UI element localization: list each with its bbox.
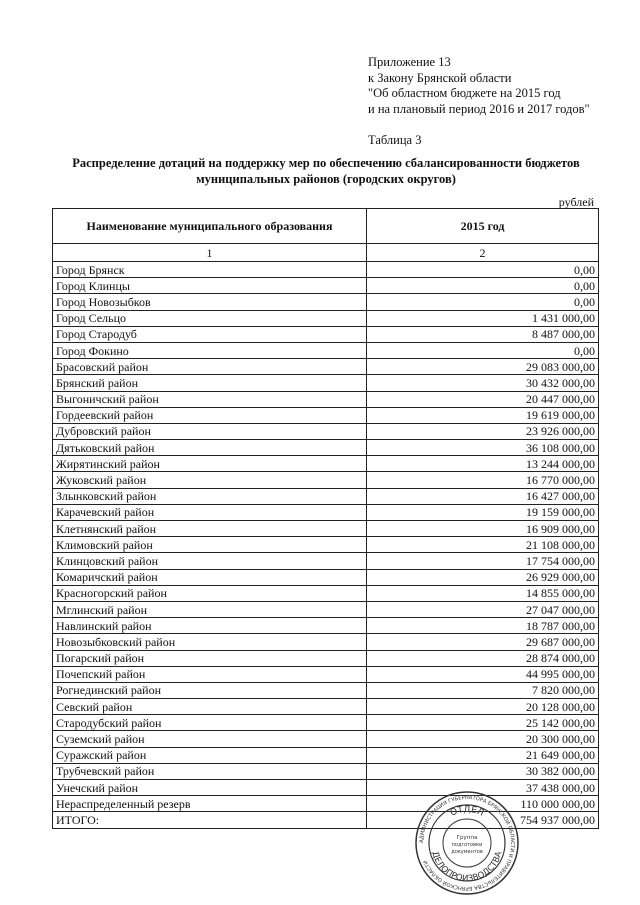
subsidy-amount: 8 487 000,00 bbox=[367, 326, 599, 342]
municipality-name: Суземский район bbox=[53, 731, 367, 747]
municipality-name: Клетнянский район bbox=[53, 521, 367, 537]
municipality-name: Почепский район bbox=[53, 666, 367, 682]
municipality-name: Карачевский район bbox=[53, 504, 367, 520]
table-row bbox=[53, 375, 599, 391]
stamp-center-line: документов bbox=[451, 849, 483, 855]
municipality-name: Злынковский район bbox=[53, 488, 367, 504]
table-row bbox=[53, 342, 599, 358]
subsidy-amount: 20 447 000,00 bbox=[367, 391, 599, 407]
subsidy-amount: 16 770 000,00 bbox=[367, 472, 599, 488]
column-number-row bbox=[53, 244, 599, 262]
municipality-name: Новозыбковский район bbox=[53, 634, 367, 650]
subsidy-amount: 25 142 000,00 bbox=[367, 715, 599, 731]
subsidy-amount: 19 159 000,00 bbox=[367, 504, 599, 520]
document-title bbox=[40, 155, 612, 187]
subsidy-amount: 28 874 000,00 bbox=[367, 650, 599, 666]
appendix-line: "Об областном бюджете на 2015 год bbox=[368, 86, 561, 100]
subsidy-amount: 17 754 000,00 bbox=[367, 553, 599, 569]
subsidy-amount: 30 382 000,00 bbox=[367, 763, 599, 779]
column-number-1: 1 bbox=[53, 244, 367, 262]
subsidy-amount: 27 047 000,00 bbox=[367, 601, 599, 617]
subsidy-amount: 20 300 000,00 bbox=[367, 731, 599, 747]
table-row bbox=[53, 601, 599, 617]
table-body bbox=[53, 262, 599, 829]
table-row bbox=[53, 569, 599, 585]
title-line-1: Распределение дотаций на поддержку мер по обеспечению сбалансированности бюджетов bbox=[72, 156, 580, 170]
appendix-line: Приложение 13 bbox=[368, 55, 451, 69]
subsidy-amount: 7 820 000,00 bbox=[367, 682, 599, 698]
stamp-ring-text: АДМИНИСТРАЦИЯ ГУБЕРНАТОРА БРЯНСКОЙ ОБЛАСТИ И ПРАВИТЕЛЬСТВА БРЯНСКОЙ ОБЛАСТИ bbox=[418, 794, 516, 892]
table-row bbox=[53, 326, 599, 342]
appendix-line: к Закону Брянской области bbox=[368, 70, 512, 85]
subsidy-amount: 29 083 000,00 bbox=[367, 359, 599, 375]
column-header-name: Наименование муниципального образования bbox=[53, 209, 367, 244]
municipality-name: Красногорский район bbox=[53, 585, 367, 601]
municipality-name: ИТОГО: bbox=[53, 812, 367, 828]
subsidy-amount: 29 687 000,00 bbox=[367, 634, 599, 650]
subsidy-amount: 0,00 bbox=[367, 342, 599, 358]
office-stamp bbox=[414, 790, 520, 896]
subsidy-amount: 37 438 000,00 bbox=[367, 780, 599, 796]
units-label: рублей bbox=[558, 195, 594, 209]
subsidy-amount: 0,00 bbox=[367, 278, 599, 294]
municipality-name: Погарский район bbox=[53, 650, 367, 666]
municipality-name: Комаричский район bbox=[53, 569, 367, 585]
table-row bbox=[53, 666, 599, 682]
municipality-name: Севский район bbox=[53, 699, 367, 715]
subsidy-amount: 19 619 000,00 bbox=[367, 407, 599, 423]
municipality-name: Гордеевский район bbox=[53, 407, 367, 423]
table-row bbox=[53, 715, 599, 731]
municipality-name: Клинцовский район bbox=[53, 553, 367, 569]
municipality-name: Суражский район bbox=[53, 747, 367, 763]
municipality-name: Климовский район bbox=[53, 537, 367, 553]
header-row bbox=[53, 209, 599, 244]
column-header-year: 2015 год bbox=[367, 209, 599, 244]
subsidy-amount: 21 649 000,00 bbox=[367, 747, 599, 763]
subsidy-amount: 754 937 000,00 bbox=[367, 812, 599, 828]
stamp-upper-text: ОТДЕЛ bbox=[448, 805, 486, 819]
municipality-name: Дятьковский район bbox=[53, 440, 367, 456]
table-row bbox=[53, 310, 599, 326]
municipality-name: Выгоничский район bbox=[53, 391, 367, 407]
municipality-name: Рогнединский район bbox=[53, 682, 367, 698]
table-row bbox=[53, 731, 599, 747]
table-row bbox=[53, 747, 599, 763]
column-number-2: 2 bbox=[367, 244, 599, 262]
subsidy-amount: 1 431 000,00 bbox=[367, 310, 599, 326]
subsidy-amount: 16 909 000,00 bbox=[367, 521, 599, 537]
table-row bbox=[53, 294, 599, 310]
subsidy-amount: 0,00 bbox=[367, 294, 599, 310]
table-row bbox=[53, 488, 599, 504]
table-row bbox=[53, 763, 599, 779]
table-row bbox=[53, 278, 599, 294]
table-row bbox=[53, 456, 599, 472]
municipality-name: Нераспределенный резерв bbox=[53, 796, 367, 812]
municipality-name: Трубчевский район bbox=[53, 763, 367, 779]
appendix-note bbox=[368, 55, 590, 117]
stamp-center-line: подготовки bbox=[451, 842, 483, 848]
subsidy-amount: 20 128 000,00 bbox=[367, 699, 599, 715]
table-row bbox=[53, 634, 599, 650]
table-row bbox=[53, 553, 599, 569]
table-row bbox=[53, 423, 599, 439]
subsidy-amount: 30 432 000,00 bbox=[367, 375, 599, 391]
subsidy-amount: 16 427 000,00 bbox=[367, 488, 599, 504]
subsidy-amount: 26 929 000,00 bbox=[367, 569, 599, 585]
table-row bbox=[53, 585, 599, 601]
table-row bbox=[53, 262, 599, 278]
table-row bbox=[53, 359, 599, 375]
municipality-name: Город Брянск bbox=[53, 262, 367, 278]
table-row bbox=[53, 391, 599, 407]
table-row bbox=[53, 618, 599, 634]
table-row bbox=[53, 650, 599, 666]
table-row bbox=[53, 699, 599, 715]
appendix-line: и на плановый период 2016 и 2017 годов" bbox=[368, 101, 590, 116]
municipality-name: Дубровский район bbox=[53, 423, 367, 439]
table-row bbox=[53, 440, 599, 456]
municipality-name: Унечский район bbox=[53, 780, 367, 796]
municipality-name: Город Фокино bbox=[53, 342, 367, 358]
subsidy-amount: 18 787 000,00 bbox=[367, 618, 599, 634]
subsidy-amount: 110 000 000,00 bbox=[367, 796, 599, 812]
municipality-name: Стародубский район bbox=[53, 715, 367, 731]
municipality-name: Мглинский район bbox=[53, 601, 367, 617]
subsidy-amount: 21 108 000,00 bbox=[367, 537, 599, 553]
subsidy-table bbox=[52, 208, 599, 829]
stamp-lower-text: ДЕЛОПРОИЗВОДСТВА bbox=[429, 850, 505, 885]
table-row bbox=[53, 521, 599, 537]
table-row bbox=[53, 537, 599, 553]
table-label: Таблица 3 bbox=[368, 133, 422, 147]
municipality-name: Брасовский район bbox=[53, 359, 367, 375]
table-row bbox=[53, 407, 599, 423]
subsidy-amount: 44 995 000,00 bbox=[367, 666, 599, 682]
subsidy-amount: 0,00 bbox=[367, 262, 599, 278]
municipality-name: Жуковский район bbox=[53, 472, 367, 488]
title-line-2: муниципальных районов (городских округов) bbox=[196, 172, 456, 186]
municipality-name: Навлинский район bbox=[53, 618, 367, 634]
subsidy-amount: 36 108 000,00 bbox=[367, 440, 599, 456]
municipality-name: Город Клинцы bbox=[53, 278, 367, 294]
subsidy-amount: 13 244 000,00 bbox=[367, 456, 599, 472]
table-row bbox=[53, 682, 599, 698]
municipality-name: Город Стародуб bbox=[53, 326, 367, 342]
municipality-name: Жирятинский район bbox=[53, 456, 367, 472]
municipality-name: Брянский район bbox=[53, 375, 367, 391]
municipality-name: Город Сельцо bbox=[53, 310, 367, 326]
table-row bbox=[53, 504, 599, 520]
subsidy-amount: 23 926 000,00 bbox=[367, 423, 599, 439]
municipality-name: Город Новозыбков bbox=[53, 294, 367, 310]
stamp-center-line: Группа bbox=[456, 835, 478, 841]
table-row bbox=[53, 472, 599, 488]
subsidy-amount: 14 855 000,00 bbox=[367, 585, 599, 601]
